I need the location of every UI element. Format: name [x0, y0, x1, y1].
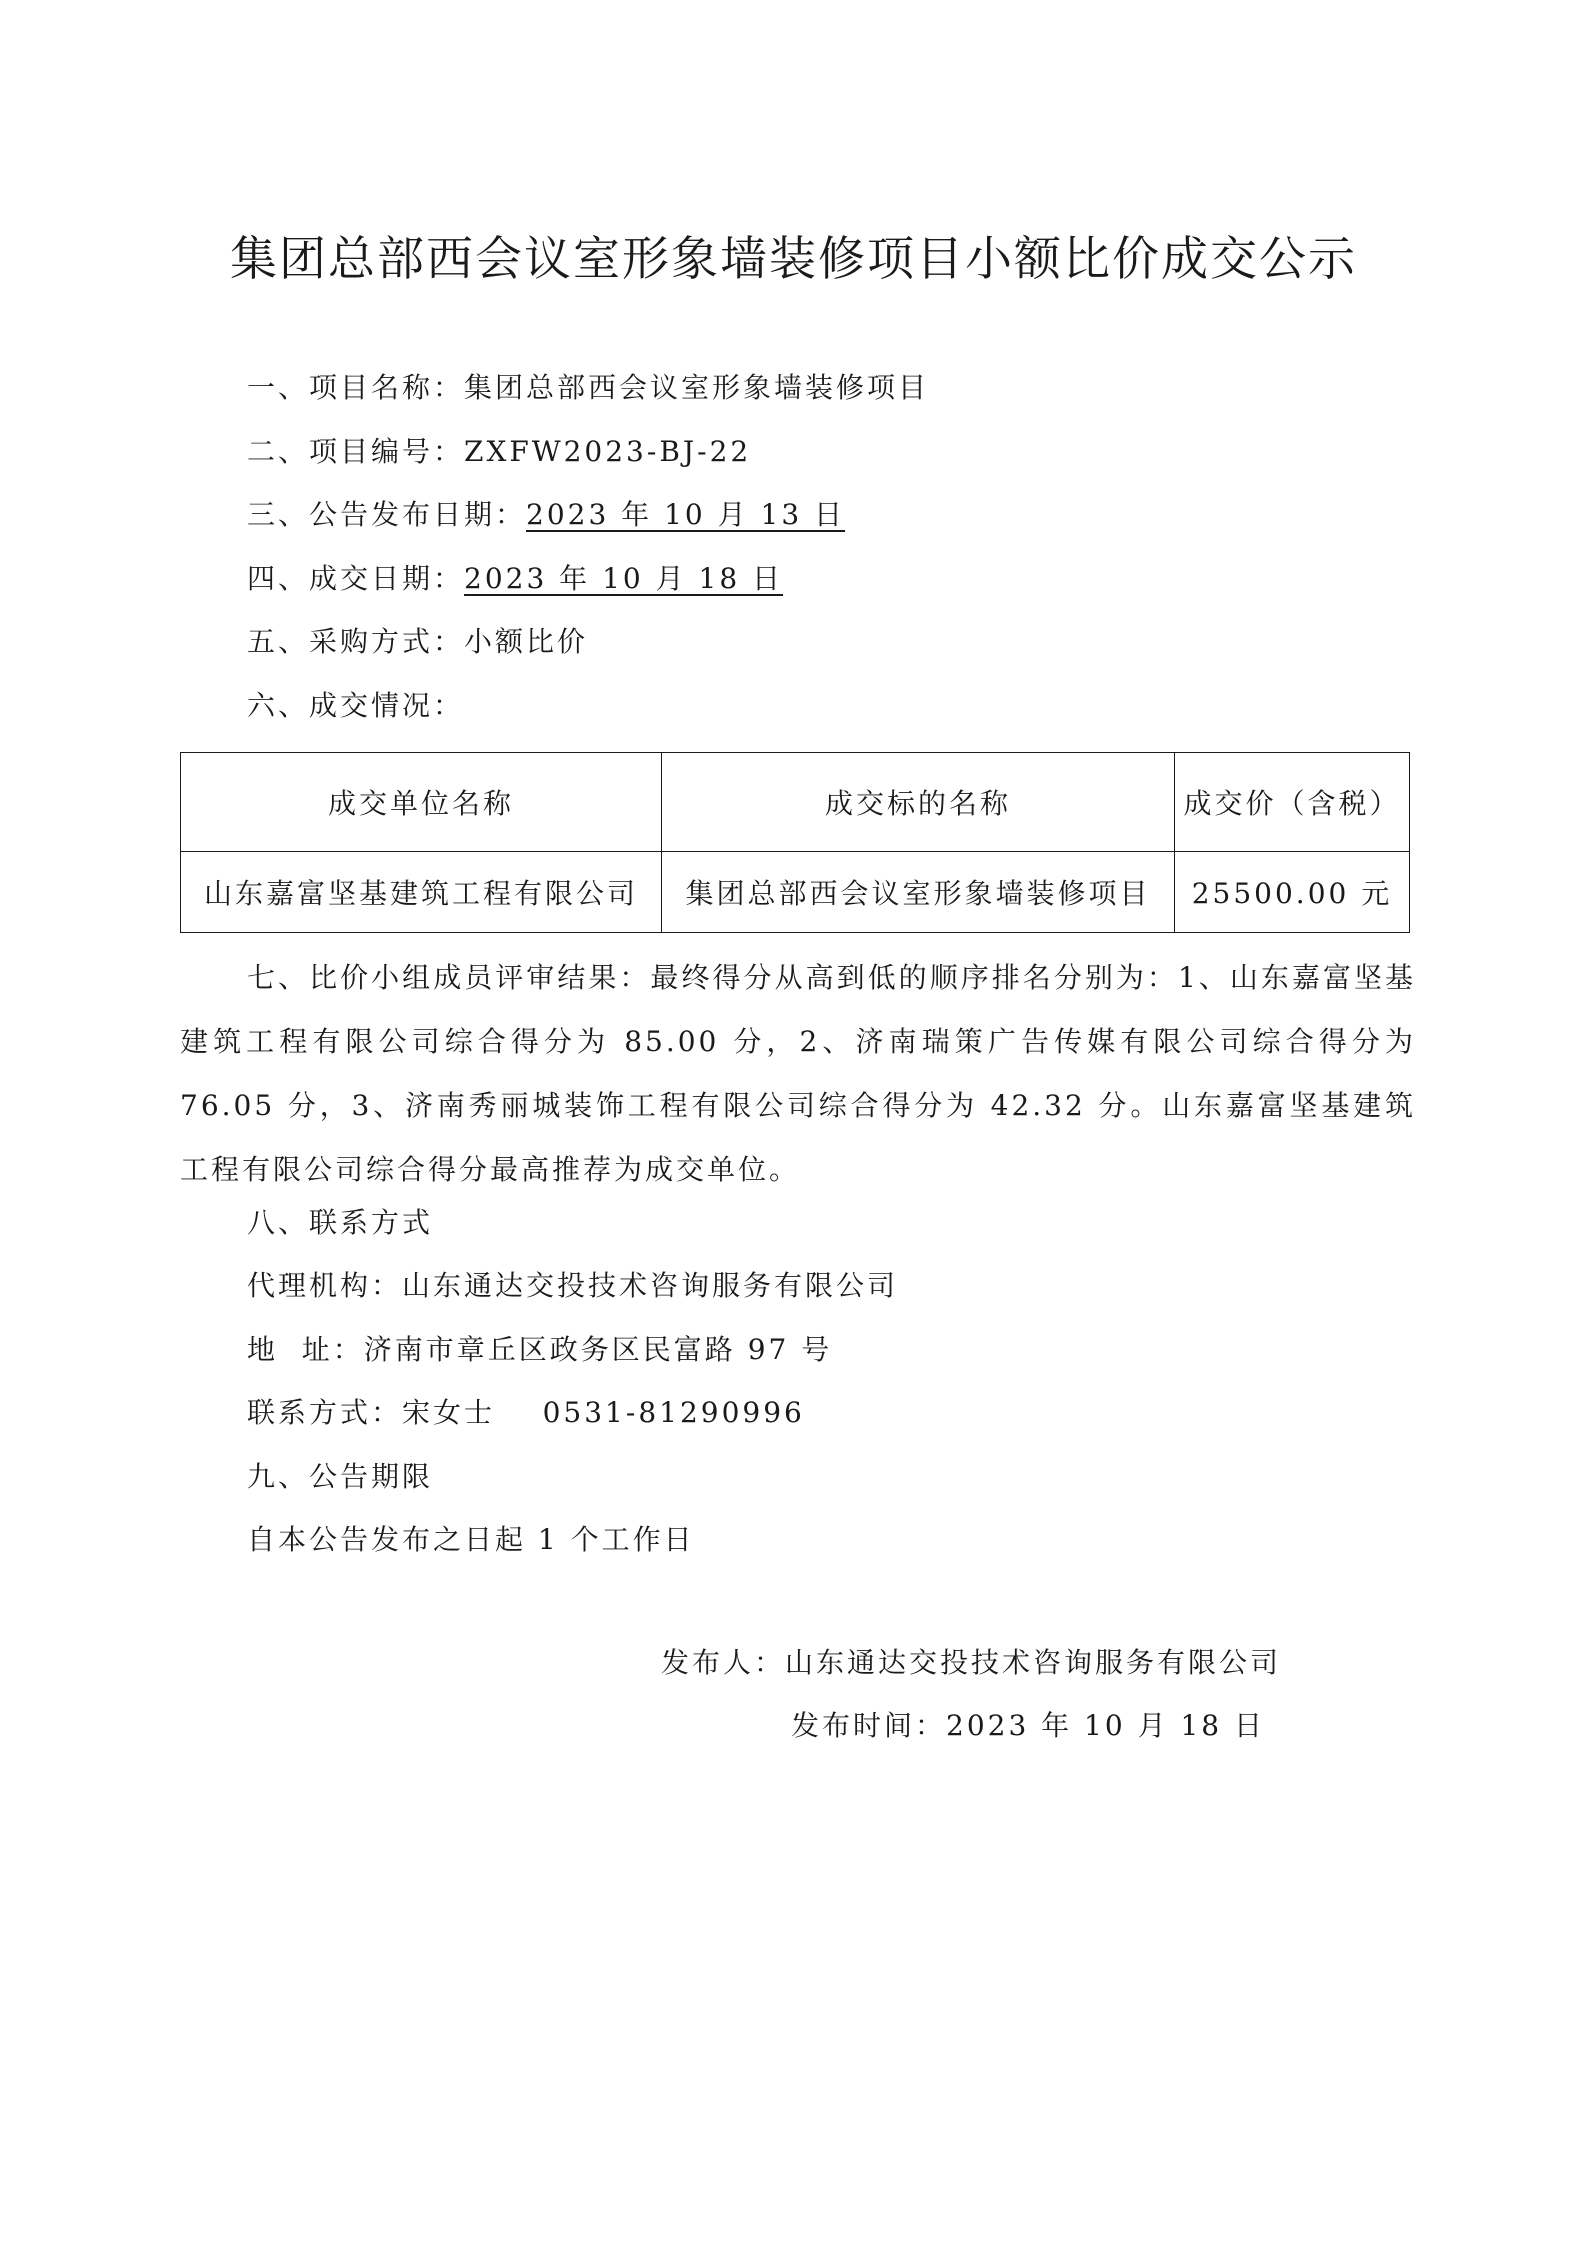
project-no-line	[247, 432, 751, 472]
announce-date-label: 三、公告发布日期：	[247, 498, 527, 531]
deal-date-label: 四、成交日期：	[247, 562, 465, 595]
project-name-value: 集团总部西会议室形象墙装修项目	[464, 371, 930, 404]
announce-date-line	[247, 495, 845, 535]
period-heading: 九、公告期限	[247, 1460, 434, 1493]
table-header-row	[181, 753, 1410, 852]
method-label: 五、采购方式：	[247, 625, 465, 658]
agency-line: 代理机构：山东通达交投技术咨询服务有限公司	[247, 1269, 899, 1302]
address-line: 地 址：济南市章丘区政务区民富路 97 号	[247, 1333, 833, 1366]
publisher-line: 发布人：山东通达交投技术咨询服务有限公司	[661, 1646, 1282, 1679]
table-cell: 25500.00 元	[1175, 852, 1410, 933]
method-value: 小额比价	[464, 625, 589, 658]
table-cell: 集团总部西会议室形象墙装修项目	[662, 852, 1175, 933]
project-name-label: 一、项目名称：	[247, 371, 465, 404]
deal-date-line	[247, 559, 783, 599]
page-title: 集团总部西会议室形象墙装修项目小额比价成交公示	[230, 232, 1357, 287]
phone-line: 联系方式：宋女士 0531-81290996	[247, 1396, 805, 1429]
table-header-cell: 成交价（含税）	[1175, 753, 1410, 852]
publish-time-line: 发布时间：2023 年 10 月 18 日	[791, 1709, 1266, 1742]
deal-table	[180, 752, 1410, 933]
deal-status-heading: 六、成交情况：	[247, 689, 465, 722]
evaluation-result: 七、比价小组成员评审结果：最终得分从高到低的顺序排名分别为：1、山东嘉富坚基建筑工程有限公司综合得分为 85.00 分，2、济南瑞策广告传媒有限公司综合得分为 76.05 分，3、济南秀丽城装饰工程有限公司综合得分为 42.32 分。山东嘉富坚基建筑工程有限公司综合得分最高推荐为成交单位。	[180, 961, 1416, 1186]
announce-date-value: 2023 年 10 月 13 日	[526, 498, 846, 531]
project-no-value: ZXFW2023-BJ-22	[464, 435, 752, 468]
project-no-label: 二、项目编号：	[247, 435, 465, 468]
table-cell: 山东嘉富坚基建筑工程有限公司	[181, 852, 662, 933]
table-header-cell: 成交标的名称	[662, 753, 1175, 852]
project-name-line	[247, 368, 929, 408]
table-row	[181, 852, 1410, 933]
deal-date-value: 2023 年 10 月 18 日	[464, 562, 784, 595]
method-line	[247, 622, 588, 662]
period-text: 自本公告发布之日起 1 个工作日	[247, 1523, 695, 1556]
table-header-cell: 成交单位名称	[181, 753, 662, 852]
contact-heading: 八、联系方式	[247, 1206, 434, 1239]
